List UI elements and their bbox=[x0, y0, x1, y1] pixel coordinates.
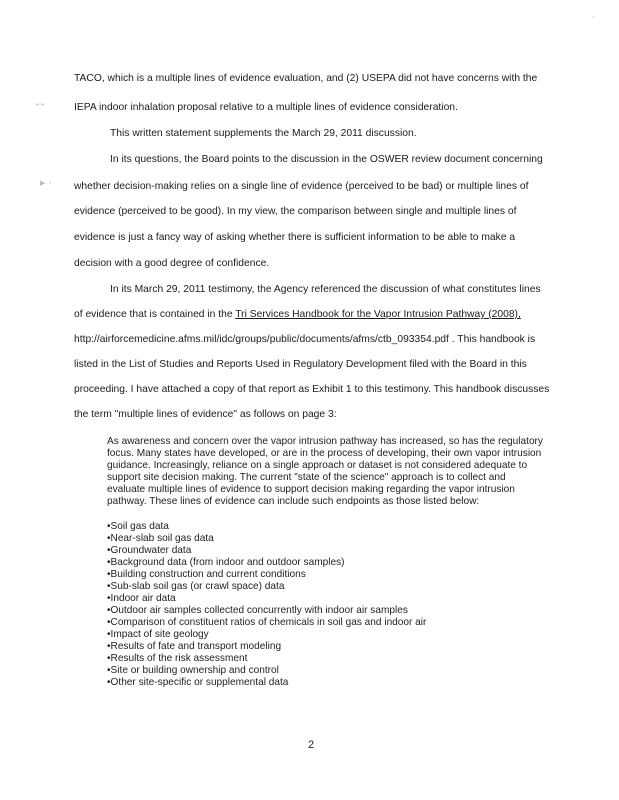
body-line: proceeding. I have attached a copy of that report as Exhibit 1 to this testimony. This handbook discusses bbox=[74, 384, 550, 395]
body-line: the term "multiple lines of evidence" as follows on page 3: bbox=[74, 409, 337, 420]
body-line: decision with a good degree of confidence. bbox=[74, 258, 270, 269]
list-item: •Comparison of constituent ratios of chemicals in soil gas and indoor air bbox=[107, 617, 427, 628]
margin-scan-mark: · bbox=[579, 345, 581, 351]
list-item: •Sub-slab soil gas (or crawl space) data bbox=[107, 581, 285, 592]
handbook-url-line: http://airforcemedicine.afms.mil/idc/groups/public/documents/afms/ctb_093354.pdf . This handbook is bbox=[74, 334, 536, 345]
body-line: TACO, which is a multiple lines of evidence evaluation, and (2) USEPA did not have concerns with the bbox=[74, 73, 538, 84]
quote-line: evaluate multiple lines of evidence to support decision making regarding the vapor intrusion bbox=[107, 484, 515, 495]
corner-scan-mark: ▫ bbox=[592, 14, 595, 21]
body-line: IEPA indoor inhalation proposal relative to a multiple lines of evidence consideration. bbox=[74, 102, 458, 113]
page-number: 2 bbox=[308, 739, 315, 751]
margin-scan-mark: ▸ · bbox=[40, 177, 53, 189]
body-line: evidence (perceived to be good). In my view, the comparison between single and multiple lines of bbox=[74, 206, 517, 217]
list-item: •Groundwater data bbox=[107, 545, 192, 556]
list-item: •Indoor air data bbox=[107, 593, 176, 604]
quote-line: focus. Many states have developed, or are in the process of developing, their own vapor intrusion bbox=[107, 448, 542, 459]
list-item: •Background data (from indoor and outdoor samples) bbox=[107, 557, 345, 568]
body-line: This written statement supplements the March 29, 2011 discussion. bbox=[110, 128, 417, 139]
quote-line: As awareness and concern over the vapor intrusion pathway has increased, so has the regulatory bbox=[107, 436, 543, 447]
body-line bbox=[74, 308, 521, 321]
list-item: •Results of the risk assessment bbox=[107, 653, 248, 664]
handbook-title: Tri Services Handbook for the Vapor Intrusion Pathway (2008), bbox=[235, 309, 521, 320]
list-item: •Impact of site geology bbox=[107, 629, 209, 640]
list-item: •Building construction and current conditions bbox=[107, 569, 306, 580]
body-line: In its March 29, 2011 testimony, the Agency referenced the discussion of what constitutes lines bbox=[110, 284, 541, 295]
body-line: In its questions, the Board points to the discussion in the OSWER review document concerning bbox=[110, 154, 543, 165]
margin-scan-mark: ▪ ▪ bbox=[36, 100, 44, 109]
list-item: •Site or building ownership and control bbox=[107, 665, 279, 676]
list-item: •Results of fate and transport modeling bbox=[107, 641, 282, 652]
quote-line: pathway. These lines of evidence can include such endpoints as those listed below: bbox=[107, 496, 480, 507]
quote-line: guidance. Increasingly, reliance on a single approach or dataset is not considered adequate to bbox=[107, 460, 528, 471]
list-item: •Soil gas data bbox=[107, 521, 169, 532]
quote-line: support site decision making. The current "state of the science" approach is to collect and bbox=[107, 472, 506, 483]
body-line: whether decision-making relies on a single line of evidence (perceived to be bad) or multiple lines of bbox=[74, 181, 529, 192]
body-text: of evidence that is contained in the bbox=[74, 309, 236, 320]
body-line: evidence is just a fancy way of asking whether there is sufficient information to be able to make a bbox=[74, 232, 516, 243]
list-item: •Other site-specific or supplemental data bbox=[107, 677, 289, 688]
list-item: •Outdoor air samples collected concurrently with indoor air samples bbox=[107, 605, 408, 616]
list-item: •Near-slab soil gas data bbox=[107, 533, 214, 544]
body-line: listed in the List of Studies and Reports Used in Regulatory Development filed with the Board in this bbox=[74, 359, 527, 370]
